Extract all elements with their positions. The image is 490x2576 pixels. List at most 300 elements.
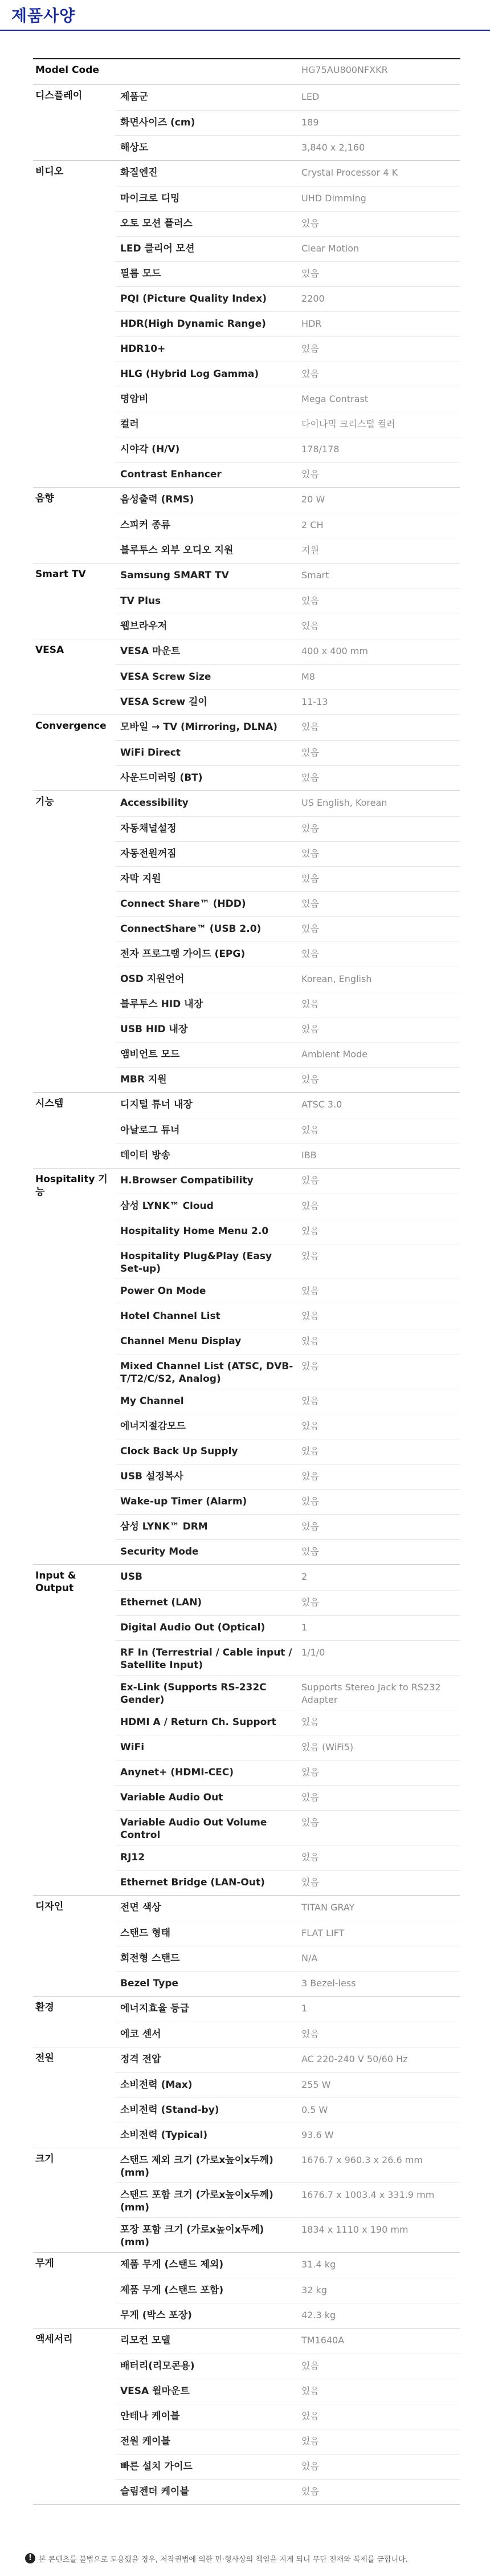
spec-row bbox=[116, 715, 460, 740]
spec-group-label: 환경 bbox=[35, 2002, 54, 2013]
spec-row bbox=[116, 161, 460, 186]
spec-value: M8 bbox=[301, 671, 315, 682]
spec-value: 2 bbox=[301, 1571, 308, 1582]
spec-group bbox=[33, 2148, 460, 2252]
spec-row bbox=[116, 1971, 460, 1996]
spec-value: 있음 bbox=[301, 1717, 319, 1727]
spec-row bbox=[116, 639, 460, 664]
spec-value: 있음 bbox=[301, 1421, 319, 1431]
spec-row bbox=[116, 2072, 460, 2098]
spec-key: MBR 지원 bbox=[120, 1074, 167, 1085]
spec-key: 사운드미러링 (BT) bbox=[120, 772, 203, 784]
spec-row bbox=[116, 110, 460, 135]
spec-row bbox=[116, 1219, 460, 1244]
spec-value: 있음 bbox=[301, 1496, 319, 1507]
spec-group bbox=[33, 84, 460, 160]
spec-group bbox=[33, 563, 460, 639]
spec-key: Variable Audio Out Volume Control bbox=[120, 1817, 267, 1841]
spec-key: 모바일 → TV (Mirroring, DLNA) bbox=[120, 721, 277, 733]
spec-key: Accessibility bbox=[120, 797, 189, 809]
spec-value: 있음 bbox=[301, 595, 319, 606]
spec-value: Ambient Mode bbox=[301, 1049, 368, 1060]
spec-key: 빠른 설치 가이드 bbox=[120, 2461, 193, 2472]
spec-key: 에너지효율 등급 bbox=[120, 2003, 189, 2014]
spec-groups bbox=[33, 84, 460, 2504]
spec-key: Contrast Enhancer bbox=[120, 469, 222, 480]
spec-row bbox=[116, 1143, 460, 1168]
spec-row bbox=[116, 437, 460, 462]
spec-key: My Channel bbox=[120, 1395, 184, 1407]
spec-row bbox=[116, 2328, 460, 2354]
spec-key: 전원 케이블 bbox=[120, 2436, 171, 2447]
spec-value: 다이나믹 크리스털 컬러 bbox=[301, 419, 395, 429]
spec-key: LED 클리어 모션 bbox=[120, 243, 195, 254]
spec-value: TITAN GRAY bbox=[301, 1902, 355, 1913]
spec-key: 스탠드 형태 bbox=[120, 1928, 171, 1939]
spec-key: 앰비언트 모드 bbox=[120, 1049, 180, 1060]
spec-key: 시야각 (H/V) bbox=[120, 444, 180, 455]
spec-key: 스탠드 포함 크기 (가로x높이x두께) (mm) bbox=[120, 2189, 273, 2213]
spec-row bbox=[116, 1870, 460, 1895]
spec-key: TV Plus bbox=[120, 595, 161, 607]
model-code-label: Model Code bbox=[35, 64, 99, 76]
spec-group-label: 비디오 bbox=[35, 166, 64, 177]
spec-key: Connect Share™ (HDD) bbox=[120, 898, 246, 910]
spec-value: 있음 bbox=[301, 1546, 319, 1557]
spec-key: 에너지절감모드 bbox=[120, 1421, 186, 1432]
spec-row bbox=[116, 387, 460, 412]
spec-value: 3,840 x 2,160 bbox=[301, 142, 365, 153]
spec-value: N/A bbox=[301, 1953, 318, 1964]
spec-key: 화질엔진 bbox=[120, 167, 158, 179]
spec-key: 블루투스 외부 오디오 지원 bbox=[120, 545, 234, 556]
spec-row bbox=[116, 2303, 460, 2328]
spec-value: 있음 bbox=[301, 2436, 319, 2447]
spec-value: 있음 bbox=[301, 1877, 319, 1888]
spec-value: 있음 bbox=[301, 1226, 319, 1236]
spec-row bbox=[116, 1329, 460, 1354]
spec-key: HLG (Hybrid Log Gamma) bbox=[120, 368, 259, 380]
spec-group-label: 시스템 bbox=[35, 1098, 64, 1109]
spec-key: Hotel Channel List bbox=[120, 1311, 220, 1322]
spec-row bbox=[116, 1565, 460, 1590]
spec-row bbox=[116, 664, 460, 689]
spec-group-items bbox=[116, 2253, 460, 2328]
model-code-value: HG75AU800NFXKR bbox=[301, 64, 388, 75]
spec-row bbox=[116, 1810, 460, 1845]
spec-key: 오토 모션 플러스 bbox=[120, 218, 193, 229]
spec-key: Hospitality Home Menu 2.0 bbox=[120, 1226, 269, 1237]
spec-value: 있음 bbox=[301, 1175, 319, 1186]
spec-value: Clear Motion bbox=[301, 243, 360, 254]
exclamation-icon: ! bbox=[25, 2553, 35, 2563]
model-code-row bbox=[33, 59, 460, 84]
spec-value: 1676.7 x 960.3 x 26.6 mm bbox=[301, 2155, 423, 2165]
spec-value: 189 bbox=[301, 117, 319, 128]
spec-group-label: 전원 bbox=[35, 2052, 54, 2064]
spec-value: ATSC 3.0 bbox=[301, 1099, 342, 1110]
spec-value: 있음 bbox=[301, 1395, 319, 1406]
spec-row bbox=[116, 1921, 460, 1946]
spec-value: 있음 bbox=[301, 2411, 319, 2421]
spec-value: 있음 bbox=[301, 1200, 319, 1211]
spec-row bbox=[116, 311, 460, 336]
spec-value: 있음 bbox=[301, 1446, 319, 1457]
spec-group bbox=[33, 1092, 460, 1168]
spec-key: 정격 전압 bbox=[120, 2054, 161, 2065]
spec-group bbox=[33, 639, 460, 715]
spec-value: 있음 bbox=[301, 2486, 319, 2497]
spec-row bbox=[116, 1760, 460, 1785]
spec-row bbox=[116, 614, 460, 639]
spec-value: 32 kg bbox=[301, 2285, 327, 2295]
spec-group-items bbox=[116, 2047, 460, 2148]
spec-group-items bbox=[116, 791, 460, 1092]
spec-value: 있음 bbox=[301, 1597, 319, 1608]
spec-key: WiFi bbox=[120, 1742, 145, 1753]
spec-key: 회전형 스탠드 bbox=[120, 1953, 180, 1964]
spec-group-label: Input & Output bbox=[35, 1570, 76, 1594]
spec-row bbox=[116, 916, 460, 942]
spec-group-items bbox=[116, 2148, 460, 2252]
spec-row bbox=[116, 2123, 460, 2148]
spec-key: 해상도 bbox=[120, 142, 149, 153]
spec-row bbox=[116, 2354, 460, 2379]
spec-value: 있음 bbox=[301, 772, 319, 783]
spec-value: 1 bbox=[301, 2003, 308, 2014]
spec-group bbox=[33, 160, 460, 487]
spec-value: 있음 bbox=[301, 218, 319, 229]
spec-value: Smart bbox=[301, 570, 329, 581]
spec-row bbox=[116, 1118, 460, 1143]
spec-value: 2 CH bbox=[301, 520, 324, 530]
spec-value: 있음 bbox=[301, 1285, 319, 1296]
spec-row bbox=[116, 513, 460, 538]
spec-value: IBB bbox=[301, 1150, 317, 1161]
spec-value: 있음 bbox=[301, 898, 319, 909]
spec-value: 있음 bbox=[301, 368, 319, 379]
spec-group-label: 음향 bbox=[35, 493, 54, 504]
spec-row bbox=[116, 816, 460, 841]
spec-row bbox=[116, 362, 460, 387]
spec-row bbox=[116, 1414, 460, 1439]
spec-value: 있음 bbox=[301, 1471, 319, 1482]
spec-group-items bbox=[116, 161, 460, 487]
spec-value: TM1640A bbox=[301, 2335, 345, 2346]
spec-value: 1 bbox=[301, 1622, 308, 1633]
spec-value: 있음 bbox=[301, 2461, 319, 2472]
spec-group bbox=[33, 715, 460, 790]
spec-value: Mega Contrast bbox=[301, 394, 369, 404]
spec-row bbox=[116, 1439, 460, 1464]
spec-group bbox=[33, 2252, 460, 2328]
spec-key: 자동전원꺼짐 bbox=[120, 848, 177, 859]
spec-group-label: 무게 bbox=[35, 2258, 54, 2269]
spec-row bbox=[116, 1735, 460, 1760]
spec-key: 제품군 bbox=[120, 91, 149, 103]
spec-value: 있음 bbox=[301, 747, 319, 758]
spec-row bbox=[116, 236, 460, 261]
spec-value: 있음 (WiFi5) bbox=[301, 1742, 354, 1753]
spec-key: 웹브라우저 bbox=[120, 620, 168, 632]
spec-key: 슬림젠더 케이블 bbox=[120, 2486, 189, 2497]
spec-key: RF In (Terrestrial / Cable input / Satellite Input) bbox=[120, 1647, 292, 1671]
spec-group bbox=[33, 487, 460, 563]
spec-group-label: VESA bbox=[35, 644, 64, 656]
spec-row bbox=[116, 1354, 460, 1389]
spec-group bbox=[33, 1168, 460, 1564]
spec-group-items bbox=[116, 85, 460, 160]
spec-value: 42.3 kg bbox=[301, 2310, 336, 2321]
spec-value: LED bbox=[301, 91, 320, 102]
spec-row bbox=[116, 891, 460, 916]
spec-value: 있음 bbox=[301, 1125, 319, 1135]
spec-key: PQI (Picture Quality Index) bbox=[120, 293, 267, 305]
spec-key: 삼성 LYNK™ DRM bbox=[120, 1521, 208, 1532]
spec-value: 있음 bbox=[301, 1767, 319, 1778]
spec-value: 있음 bbox=[301, 343, 319, 354]
spec-value: 93.6 W bbox=[301, 2129, 334, 2140]
spec-key: Mixed Channel List (ATSC, DVB-T/T2/C/S2, Analog) bbox=[120, 1361, 293, 1385]
spec-row bbox=[116, 412, 460, 437]
spec-group bbox=[33, 2328, 460, 2504]
spec-group-items bbox=[116, 715, 460, 790]
spec-value: 1676.7 x 1003.4 x 331.9 mm bbox=[301, 2189, 435, 2200]
spec-value: 있음 bbox=[301, 1521, 319, 1532]
spec-row bbox=[116, 1169, 460, 1194]
spec-row bbox=[116, 1042, 460, 1067]
spec-row bbox=[116, 1489, 460, 1514]
spec-group-label: Hospitality 기능 bbox=[35, 1174, 108, 1198]
page-title: 제품사양 bbox=[11, 6, 76, 25]
spec-row bbox=[116, 1244, 460, 1279]
spec-row bbox=[116, 186, 460, 211]
spec-row bbox=[116, 589, 460, 614]
spec-key: 블루투스 HID 내장 bbox=[120, 999, 203, 1010]
spec-row bbox=[116, 2253, 460, 2278]
spec-value: 178/178 bbox=[301, 444, 340, 455]
spec-row bbox=[116, 765, 460, 790]
spec-group-items bbox=[116, 488, 460, 563]
spec-key: Variable Audio Out bbox=[120, 1792, 223, 1803]
spec-group-label: 크기 bbox=[35, 2153, 54, 2165]
spec-value: Crystal Processor 4 K bbox=[301, 167, 398, 178]
spec-value: 있음 bbox=[301, 1336, 319, 1346]
spec-key: Hospitality Plug&Play (Easy Set-up) bbox=[120, 1251, 272, 1275]
spec-group bbox=[33, 1996, 460, 2047]
spec-key: 명암비 bbox=[120, 394, 149, 405]
spec-value: 있음 bbox=[301, 1852, 319, 1863]
spec-key: H.Browser Compatibility bbox=[120, 1175, 254, 1186]
spec-value: 있음 bbox=[301, 1361, 319, 1372]
spec-row bbox=[116, 1067, 460, 1092]
spec-value: Supports Stereo Jack to RS232 Adapter bbox=[301, 1682, 441, 1705]
spec-group bbox=[33, 1895, 460, 1996]
spec-value: 있음 bbox=[301, 1024, 319, 1035]
copyright-text: 본 콘텐츠를 불법으로 도용했을 경우, 저작권법에 의한 민·형사상의 책임을 지게 되니 무단 전재와 복제를 금합니다. bbox=[39, 2555, 408, 2564]
spec-row bbox=[116, 1845, 460, 1870]
spec-value: Korean, English bbox=[301, 973, 372, 984]
spec-key: Ethernet (LAN) bbox=[120, 1597, 202, 1608]
spec-key: 소비전력 (Stand-by) bbox=[120, 2104, 219, 2116]
spec-group-items bbox=[116, 1896, 460, 1996]
spec-group-label: Convergence bbox=[35, 720, 107, 732]
spec-group bbox=[33, 1564, 460, 1895]
spec-key: 안테나 케이블 bbox=[120, 2411, 180, 2422]
spec-key: 포장 포함 크기 (가로x높이x두께) (mm) bbox=[120, 2224, 264, 2248]
spec-row bbox=[116, 2098, 460, 2123]
spec-key: Channel Menu Display bbox=[120, 1336, 242, 1347]
spec-key: HDMI A / Return Ch. Support bbox=[120, 1717, 276, 1728]
spec-row bbox=[116, 563, 460, 589]
spec-key: USB bbox=[120, 1571, 143, 1583]
spec-value: 있음 bbox=[301, 2360, 319, 2371]
spec-row bbox=[116, 135, 460, 160]
spec-value: 있음 bbox=[301, 873, 319, 884]
spec-key: Digital Audio Out (Optical) bbox=[120, 1622, 266, 1633]
spec-value: 있음 bbox=[301, 948, 319, 959]
spec-value: 있음 bbox=[301, 1817, 319, 1828]
spec-row bbox=[116, 1093, 460, 1118]
spec-value: 있음 bbox=[301, 1074, 319, 1085]
spec-row bbox=[116, 2022, 460, 2047]
spec-key: 음성출력 (RMS) bbox=[120, 494, 194, 505]
spec-value: 1/1/0 bbox=[301, 1647, 325, 1658]
spec-row bbox=[116, 1615, 460, 1640]
spec-key: RJ12 bbox=[120, 1852, 145, 1863]
spec-key: Ex-Link (Supports RS-232C Gender) bbox=[120, 1682, 267, 1706]
spec-row bbox=[116, 2454, 460, 2479]
spec-row bbox=[116, 336, 460, 362]
spec-key: 전면 색상 bbox=[120, 1902, 161, 1913]
spec-group-label: 디스플레이 bbox=[35, 90, 83, 102]
spec-value: 있음 bbox=[301, 1251, 319, 1261]
spec-group bbox=[33, 2047, 460, 2148]
spec-row bbox=[116, 791, 460, 816]
spec-group-items bbox=[116, 639, 460, 715]
spec-row bbox=[116, 2182, 460, 2217]
spec-key: 디지털 튜너 내장 bbox=[120, 1099, 193, 1110]
spec-row bbox=[116, 1304, 460, 1329]
spec-row bbox=[116, 488, 460, 513]
spec-value: 있음 bbox=[301, 1792, 319, 1803]
spec-row bbox=[116, 1675, 460, 1710]
spec-key: 스탠드 제외 크기 (가로x높이x두께) (mm) bbox=[120, 2155, 273, 2179]
spec-value: 있음 bbox=[301, 2029, 319, 2039]
spec-row bbox=[116, 1946, 460, 1971]
spec-row bbox=[116, 1710, 460, 1735]
spec-key: 에코 센서 bbox=[120, 2029, 161, 2040]
spec-row bbox=[116, 1464, 460, 1489]
copyright-notice bbox=[25, 2550, 481, 2566]
spec-group-items bbox=[116, 1169, 460, 1564]
model-code-spacer bbox=[116, 59, 299, 67]
spec-row bbox=[116, 1279, 460, 1304]
spec-row bbox=[116, 942, 460, 967]
spec-row bbox=[116, 1785, 460, 1810]
spec-value: 있음 bbox=[301, 923, 319, 934]
page-header bbox=[0, 0, 490, 31]
spec-value: AC 220-240 V 50/60 Hz bbox=[301, 2054, 408, 2064]
spec-value: 있음 bbox=[301, 268, 319, 279]
spec-row bbox=[116, 2379, 460, 2404]
spec-key: 화면사이즈 (cm) bbox=[120, 117, 195, 128]
spec-key: 삼성 LYNK™ Cloud bbox=[120, 1200, 214, 1212]
spec-key: 소비전력 (Max) bbox=[120, 2079, 193, 2091]
spec-group-items bbox=[116, 2328, 460, 2504]
spec-key: 스피커 종류 bbox=[120, 520, 171, 531]
spec-key: 마이크로 디밍 bbox=[120, 193, 180, 204]
spec-key: 무게 (박스 포장) bbox=[120, 2310, 192, 2321]
spec-value: 있음 bbox=[301, 2386, 319, 2396]
spec-key: WiFi Direct bbox=[120, 747, 181, 758]
spec-value: 있음 bbox=[301, 848, 319, 859]
spec-value: 있음 bbox=[301, 823, 319, 834]
spec-row bbox=[116, 1997, 460, 2022]
spec-table bbox=[33, 58, 460, 2505]
spec-row bbox=[116, 866, 460, 891]
spec-row bbox=[116, 2429, 460, 2454]
spec-value: FLAT LIFT bbox=[301, 1928, 345, 1938]
spec-row bbox=[116, 211, 460, 236]
spec-key: Wake-up Timer (Alarm) bbox=[120, 1496, 247, 1507]
spec-row bbox=[116, 1389, 460, 1414]
spec-value: 31.4 kg bbox=[301, 2259, 336, 2270]
spec-key: 소비전력 (Typical) bbox=[120, 2129, 208, 2141]
spec-value: HDR bbox=[301, 318, 322, 329]
spec-group-items bbox=[116, 1565, 460, 1895]
spec-key: 필름 모드 bbox=[120, 268, 161, 279]
spec-key: VESA Screw 길이 bbox=[120, 696, 207, 708]
spec-value: 있음 bbox=[301, 999, 319, 1009]
spec-group-label: 기능 bbox=[35, 796, 54, 808]
spec-row bbox=[116, 462, 460, 487]
spec-value: 11-13 bbox=[301, 696, 328, 707]
spec-key: 데이터 방송 bbox=[120, 1150, 171, 1161]
spec-row bbox=[116, 841, 460, 866]
spec-key: Ethernet Bridge (LAN-Out) bbox=[120, 1877, 265, 1888]
spec-key: Power On Mode bbox=[120, 1285, 206, 1297]
spec-key: Anynet+ (HDMI-CEC) bbox=[120, 1767, 234, 1778]
spec-row bbox=[116, 1017, 460, 1042]
spec-value: 0.5 W bbox=[301, 2104, 328, 2115]
spec-value: US English, Korean bbox=[301, 797, 387, 808]
spec-row bbox=[116, 2278, 460, 2303]
spec-row bbox=[116, 2404, 460, 2429]
spec-value: 있음 bbox=[301, 620, 319, 631]
spec-row bbox=[116, 1194, 460, 1219]
spec-key: 컬러 bbox=[120, 419, 139, 430]
spec-row bbox=[116, 689, 460, 715]
spec-key: 전자 프로그램 가이드 (EPG) bbox=[120, 948, 246, 960]
spec-row bbox=[116, 2148, 460, 2182]
spec-value: 20 W bbox=[301, 494, 325, 505]
spec-row bbox=[116, 261, 460, 286]
spec-row bbox=[116, 1590, 460, 1615]
spec-value: 255 W bbox=[301, 2079, 331, 2090]
spec-key: 자동채널설정 bbox=[120, 823, 177, 834]
spec-value: 지원 bbox=[301, 545, 319, 555]
spec-row bbox=[116, 1896, 460, 1921]
spec-key: Samsung SMART TV bbox=[120, 570, 229, 581]
spec-value: 1834 x 1110 x 190 mm bbox=[301, 2224, 409, 2235]
spec-row bbox=[116, 740, 460, 765]
spec-value: 3 Bezel-less bbox=[301, 1978, 356, 1989]
spec-key: 제품 무게 (스탠드 제외) bbox=[120, 2259, 224, 2270]
spec-key: VESA Screw Size bbox=[120, 671, 211, 683]
spec-key: Clock Back Up Supply bbox=[120, 1446, 238, 1457]
spec-key: USB HID 내장 bbox=[120, 1024, 188, 1035]
